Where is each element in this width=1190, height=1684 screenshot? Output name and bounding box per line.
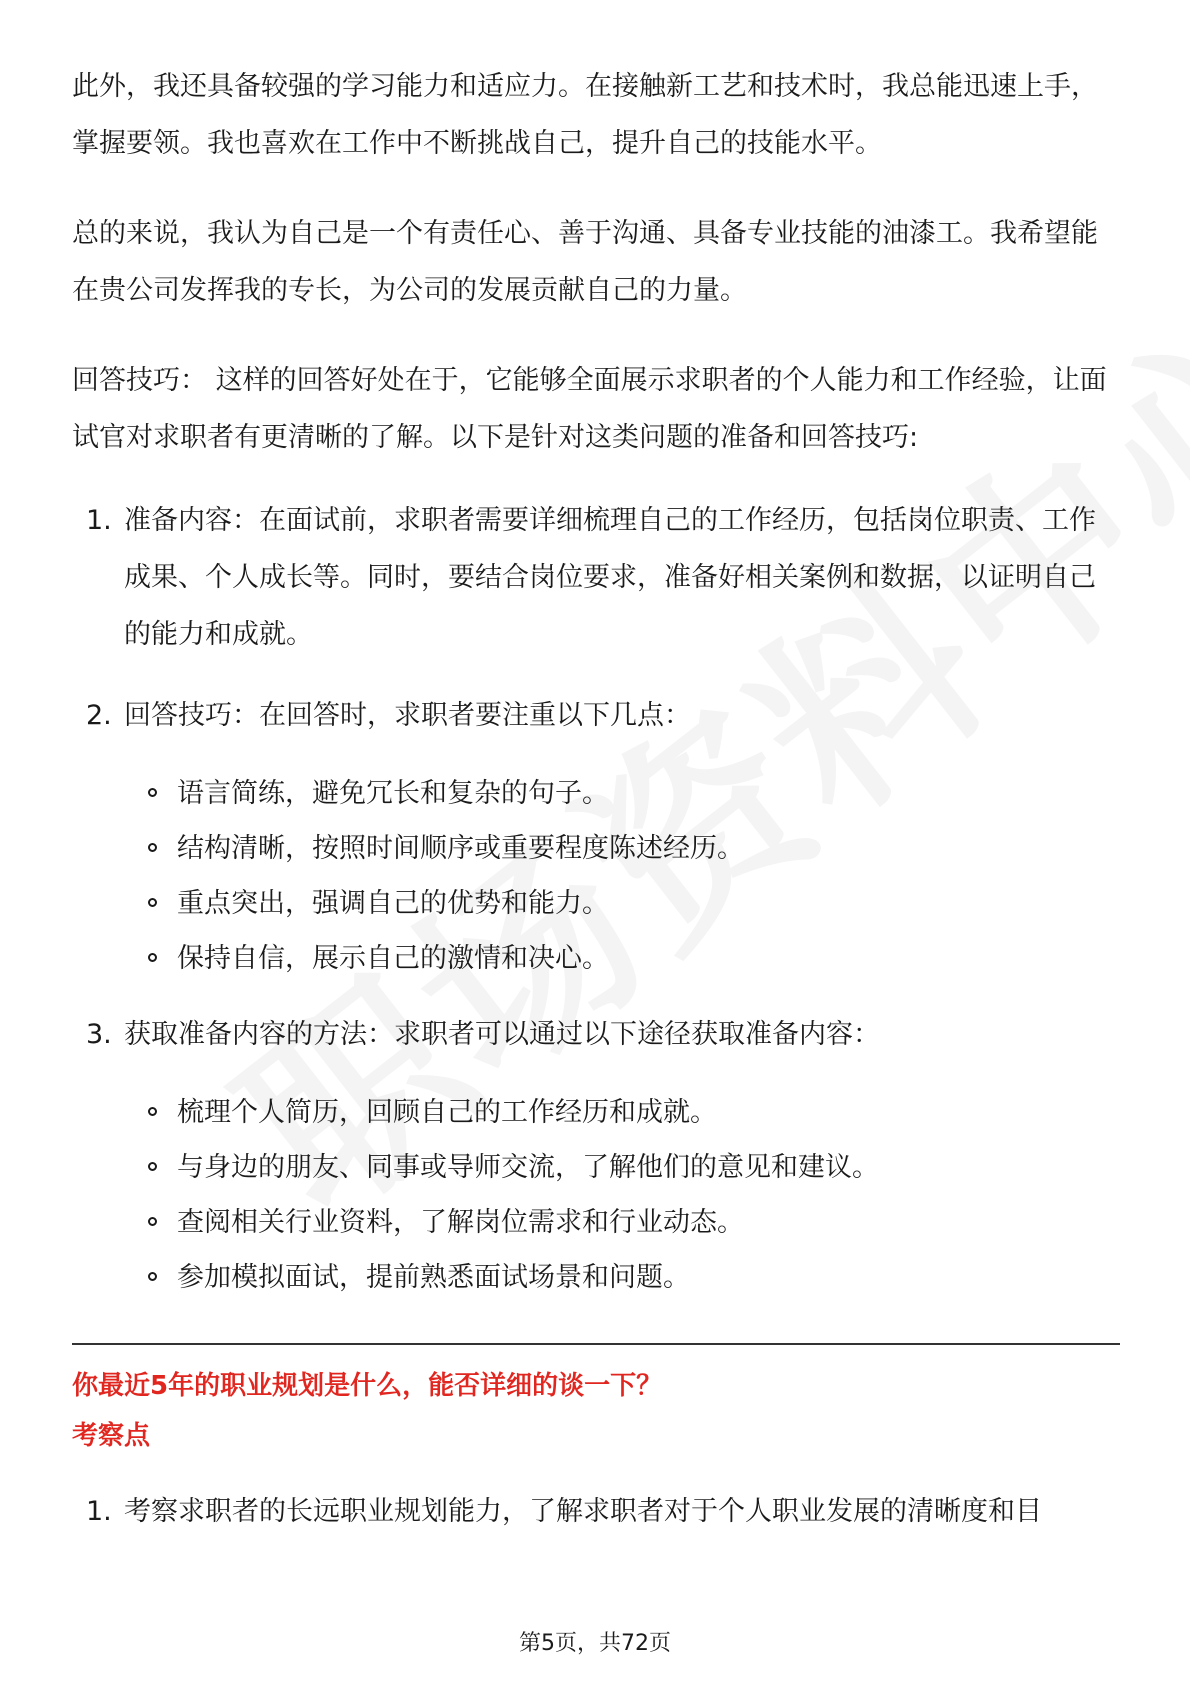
list-number: 2. bbox=[86, 700, 112, 731]
page-number-footer: 第5页，共72页 bbox=[519, 1631, 671, 1656]
bullet-item: 结构清晰，按照时间顺序或重要程度陈述经历。 bbox=[72, 821, 1120, 876]
bullet-item: 梳理个人简历，回顾自己的工作经历和成就。 bbox=[72, 1085, 1120, 1140]
bullet-circle-icon bbox=[148, 1217, 157, 1226]
bullet-item: 查阅相关行业资料，了解岗位需求和行业动态。 bbox=[72, 1195, 1120, 1250]
bullet-circle-icon bbox=[148, 843, 157, 852]
bullet-circle-icon bbox=[148, 1162, 157, 1171]
paragraph-answer-tips: 回答技巧： 这样的回答好处在于，它能够全面展示求职者的个人能力和工作经验，让面试官对求职者有更清晰的了解。以下是针对这类问题的准备和回答技巧: bbox=[72, 365, 1107, 453]
document-body bbox=[72, 58, 1120, 1540]
bullet-item: 与身边的朋友、同事或导师交流，了解他们的意见和建议。 bbox=[72, 1140, 1120, 1195]
list-number: 1. bbox=[86, 1496, 112, 1527]
bullet-circle-icon bbox=[148, 788, 157, 797]
list-number: 3. bbox=[86, 1019, 112, 1050]
evaluation-points-heading: 考察点 bbox=[72, 1421, 151, 1451]
bullet-item: 参加模拟面试，提前熟悉面试场景和问题。 bbox=[72, 1250, 1120, 1305]
bullet-item: 语言简练，避免冗长和复杂的句子。 bbox=[72, 766, 1120, 821]
preparation-methods-bullets bbox=[72, 1085, 1120, 1305]
list-item bbox=[72, 1483, 1120, 1540]
evaluation-points-list bbox=[72, 1483, 1120, 1540]
answer-tips-bullets bbox=[72, 766, 1120, 986]
tips-list-continued bbox=[72, 1006, 1120, 1063]
bullet-circle-icon bbox=[148, 898, 157, 907]
list-number: 1. bbox=[86, 505, 112, 536]
bullet-circle-icon bbox=[148, 953, 157, 962]
list-item bbox=[72, 492, 1120, 663]
paragraph-summary: 总的来说，我认为自己是一个有责任心、善于沟通、具备专业技能的油漆工。我希望能在贵公司发挥我的专长，为公司的发展贡献自己的力量。 bbox=[72, 218, 1098, 306]
bullet-item: 保持自信，展示自己的激情和决心。 bbox=[72, 931, 1120, 986]
tips-list bbox=[72, 492, 1120, 744]
bullet-item: 重点突出，强调自己的优势和能力。 bbox=[72, 876, 1120, 931]
list-item-text: 回答技巧：在回答时，求职者要注重以下几点： bbox=[124, 700, 691, 731]
paragraph-learning-ability: 此外，我还具备较强的学习能力和适应力。在接触新工艺和技术时，我总能迅速上手，掌握要领。我也喜欢在工作中不断挑战自己，提升自己的技能水平。 bbox=[72, 71, 1098, 159]
question-title: 你最近5年的职业规划是什么，能否详细的谈一下？ bbox=[72, 1371, 663, 1401]
list-item bbox=[72, 687, 1120, 744]
bullet-circle-icon bbox=[148, 1272, 157, 1281]
list-item-text: 准备内容：在面试前，求职者需要详细梳理自己的工作经历，包括岗位职责、工作成果、个人成长等。同时，要结合岗位要求，准备好相关案例和数据，以证明自己的能力和成就。 bbox=[124, 505, 1096, 650]
list-item bbox=[72, 1006, 1120, 1063]
list-item-text: 考察求职者的长远职业规划能力，了解求职者对于个人职业发展的清晰度和目 bbox=[124, 1496, 1042, 1527]
list-item-text: 获取准备内容的方法：求职者可以通过以下途径获取准备内容： bbox=[124, 1019, 880, 1050]
bullet-circle-icon bbox=[148, 1107, 157, 1116]
